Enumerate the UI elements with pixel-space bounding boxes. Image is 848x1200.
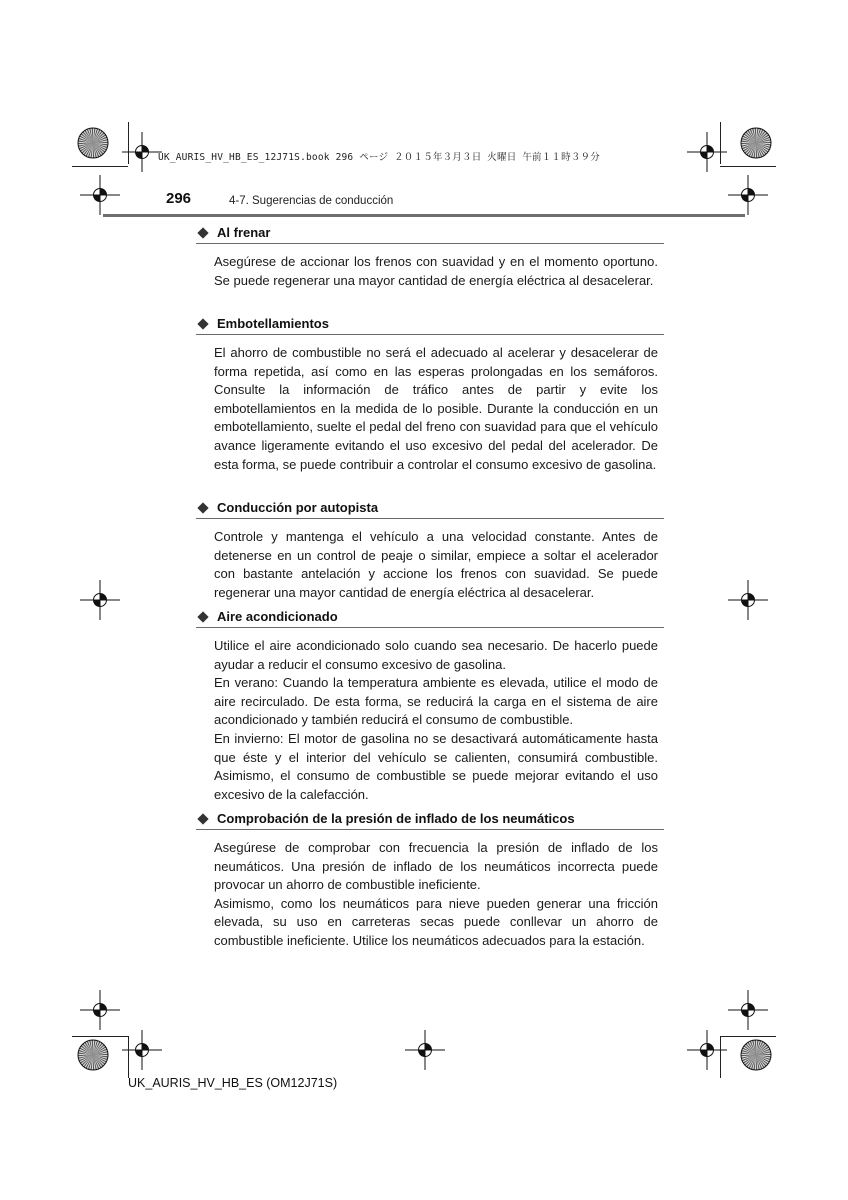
registration-crosshair-icon bbox=[728, 175, 768, 215]
crop-mark-line bbox=[720, 166, 776, 167]
section-title: 4-7. Sugerencias de conducción bbox=[229, 195, 394, 207]
diamond-bullet-icon bbox=[197, 502, 208, 513]
section-heading-title: Conducción por autopista bbox=[217, 500, 379, 515]
registration-crosshair-icon bbox=[80, 175, 120, 215]
section-heading bbox=[196, 222, 664, 244]
registration-crosshair-icon bbox=[728, 990, 768, 1030]
crop-mark-line bbox=[128, 1036, 129, 1078]
section-embotellamientos bbox=[196, 313, 664, 474]
crop-mark-line bbox=[72, 166, 128, 167]
registration-starburst-icon bbox=[77, 1039, 109, 1071]
registration-crosshair-icon bbox=[80, 990, 120, 1030]
registration-starburst-icon bbox=[740, 127, 772, 159]
paragraph: En invierno: El motor de gasolina no se desactivará automáticamente hasta que éste y el interior del vehículo se calienten, consumirá combustible. Asimismo, el consumo de combustible se puede mejorar evitando el uso excesivo de la calefacción. bbox=[214, 730, 658, 802]
section-body bbox=[214, 344, 658, 474]
section-heading-title: Embotellamientos bbox=[217, 316, 329, 331]
registration-crosshair-icon bbox=[728, 580, 768, 620]
paragraph: Utilice el aire acondicionado solo cuando sea necesario. De hacerlo puede ayudar a reducir el consumo excesivo de gasolina. bbox=[214, 638, 658, 672]
section-body bbox=[214, 253, 658, 290]
diamond-bullet-icon bbox=[197, 227, 208, 238]
paragraph: Asimismo, como los neumáticos para nieve pueden generar una fricción elevada, su uso en carreteras secas puede conllevar un ahorro de combustible ineficiente. Utilice los neumáticos adecuados para la estación. bbox=[214, 895, 658, 948]
paragraph: Asegúrese de comprobar con frecuencia la presión de inflado de los neumáticos. Una presión de inflado de los neumáticos incorrecta puede provocar un ahorro de combustible ineficiente. bbox=[214, 840, 658, 893]
section-heading bbox=[196, 606, 664, 628]
section-body bbox=[214, 528, 658, 602]
crop-mark-line bbox=[128, 122, 129, 164]
diamond-bullet-icon bbox=[197, 813, 208, 824]
section-autopista bbox=[196, 497, 664, 602]
section-heading bbox=[196, 808, 664, 830]
section-presion-neumaticos bbox=[196, 808, 664, 951]
section-heading bbox=[196, 313, 664, 335]
paragraph: Asegúrese de accionar los frenos con suavidad y en el momento oportuno. Se puede regenerar una mayor cantidad de energía eléctrica al desacelerar. bbox=[214, 254, 658, 288]
diamond-bullet-icon bbox=[197, 318, 208, 329]
section-al-frenar bbox=[196, 222, 664, 290]
section-body bbox=[214, 637, 658, 804]
document-code: UK_AURIS_HV_HB_ES (OM12J71S) bbox=[128, 1076, 338, 1090]
registration-crosshair-icon bbox=[80, 580, 120, 620]
diamond-bullet-icon bbox=[197, 611, 208, 622]
crop-mark-line bbox=[720, 1036, 721, 1078]
paragraph: El ahorro de combustible no será el adecuado al acelerar y desacelerar de forma repetida, así como en las esperas prolongadas en los semáforos. Consulte la información de tráfico antes de partir y evite los embotellamientos en la medida de lo posible. Durante la conducción en un embotellamiento, suelte el pedal del freno con suavidad para que el vehículo avance ligeramente evitando el uso excesivo del pedal del acelerador. De esta forma, se puede contribuir a controlar el consumo excesivo de gasolina. bbox=[214, 345, 658, 472]
header-rule bbox=[103, 214, 745, 217]
crop-mark-line bbox=[720, 1036, 776, 1037]
crop-mark-line bbox=[72, 1036, 128, 1037]
section-body bbox=[214, 839, 658, 951]
page-number: 296 bbox=[166, 190, 192, 207]
section-heading-title: Comprobación de la presión de inflado de los neumáticos bbox=[217, 811, 575, 826]
paragraph: Controle y mantenga el vehículo a una velocidad constante. Antes de detenerse en un control de peaje o similar, empiece a soltar el acelerador con bastante antelación y accione los frenos con suavidad. Se puede regenerar una mayor cantidad de energía eléctrica al desacelerar. bbox=[214, 529, 658, 600]
section-heading-title: Al frenar bbox=[217, 225, 271, 240]
crop-mark-line bbox=[720, 122, 721, 164]
registration-starburst-icon bbox=[77, 127, 109, 159]
section-heading-title: Aire acondicionado bbox=[217, 609, 338, 624]
registration-starburst-icon bbox=[740, 1039, 772, 1071]
section-heading bbox=[196, 497, 664, 519]
file-metadata-line: UK_AURIS_HV_HB_ES_12J71S.book 296 ページ ２０１５年３月３日 火曜日 午前１１時３９分 bbox=[158, 152, 600, 163]
registration-crosshair-icon bbox=[405, 1030, 445, 1070]
section-aire-acondicionado bbox=[196, 606, 664, 804]
paragraph: En verano: Cuando la temperatura ambiente es elevada, utilice el modo de aire recirculado. De esta forma, se reducirá la carga en el sistema de aire acondicionado y también reducirá el consumo de combustible. bbox=[214, 675, 658, 728]
